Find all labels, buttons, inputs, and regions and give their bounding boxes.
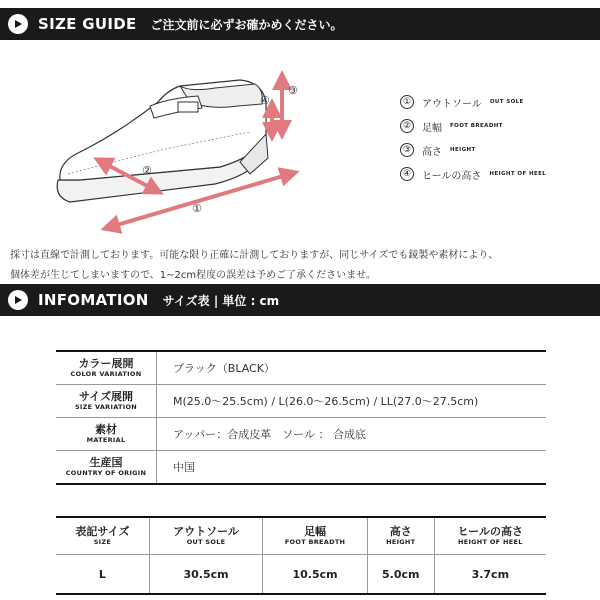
row-value: アッパー：合成皮革 ソール ： 合成底 [157,418,547,451]
table-row [56,351,546,385]
information-subtitle: サイズ表 | 単位 : cm [162,293,280,308]
legend-number: ④ [400,167,414,181]
information-title: INFOMATION [38,291,149,309]
product-info-table [56,350,546,485]
outsole-cell: 30.5cm [149,555,262,595]
measurement-legend [400,90,546,186]
legend-number: ② [400,119,414,133]
row-label: サイズ展開 SIZE VARIATION [56,385,157,418]
size-guide-title: SIZE GUIDE [38,15,137,33]
table-row [56,451,546,485]
diagram-label-4: ④ [260,94,270,107]
row-value: ブラック（BLACK） [157,351,547,385]
column-header: ヒールの高さ HEIGHT OF HEEL [434,517,546,555]
shoe-diagram [40,62,310,242]
heel-height-cell: 3.7cm [434,555,546,595]
row-value: M(25.0～25.5cm) / L(26.0～26.5cm) / LL(27.0～27.5cm) [157,385,547,418]
column-header: 高さ HEIGHT [367,517,434,555]
legend-item [400,90,546,114]
row-label: 生産国 COUNTRY OF ORIGIN [56,451,157,485]
column-header: 表記サイズ SIZE [56,517,149,555]
column-header: 足幅 FOOT BREADTH [263,517,368,555]
measurement-note [10,246,498,286]
diagram-label-3: ③ [288,84,298,97]
size-table [56,516,546,595]
legend-item [400,114,546,138]
legend-label: 高さ [422,146,442,158]
information-header [0,284,600,316]
legend-item [400,138,546,162]
table-row [56,418,546,451]
legend-label-en: OUT SOLE [489,99,524,105]
legend-label: アウトソール [422,98,482,110]
legend-label-en: HEIGHT OF HEEL [489,171,547,177]
column-header: アウトソール OUT SOLE [149,517,262,555]
size-guide-header [0,8,600,40]
size-guide-subtitle: ご注文前に必ずお確かめください。 [150,17,343,32]
play-circle-icon [8,290,28,310]
legend-label-en: HEIGHT [450,147,476,153]
legend-number: ③ [400,143,414,157]
row-label: カラー展開 COLOR VARIATION [56,351,157,385]
legend-item [400,162,546,186]
size-cell: L [56,555,149,595]
legend-label: ヒールの高さ [422,170,482,182]
note-line: 採寸は直線で計測しております。可能な限り正確に計測しておりますが、同じサイズでも鏡製や素材により、 [10,250,499,261]
diagram-label-2: ② [142,164,152,177]
note-line: 個体差が生じてしまいますので、1~2cm程度の誤差は予めご了承くださいませ。 [10,270,376,281]
table-row [56,555,546,595]
diagram-label-1: ① [192,202,202,215]
play-circle-icon [8,14,28,34]
legend-label: 足幅 [422,122,442,134]
foot-breadth-cell: 10.5cm [263,555,368,595]
row-label: 素材 MATERIAL [56,418,157,451]
height-cell: 5.0cm [367,555,434,595]
legend-label-en: FOOT BREADHT [450,123,503,129]
legend-number: ① [400,95,414,109]
size-table-header [56,517,546,555]
row-value: 中国 [157,451,547,485]
table-row [56,385,546,418]
